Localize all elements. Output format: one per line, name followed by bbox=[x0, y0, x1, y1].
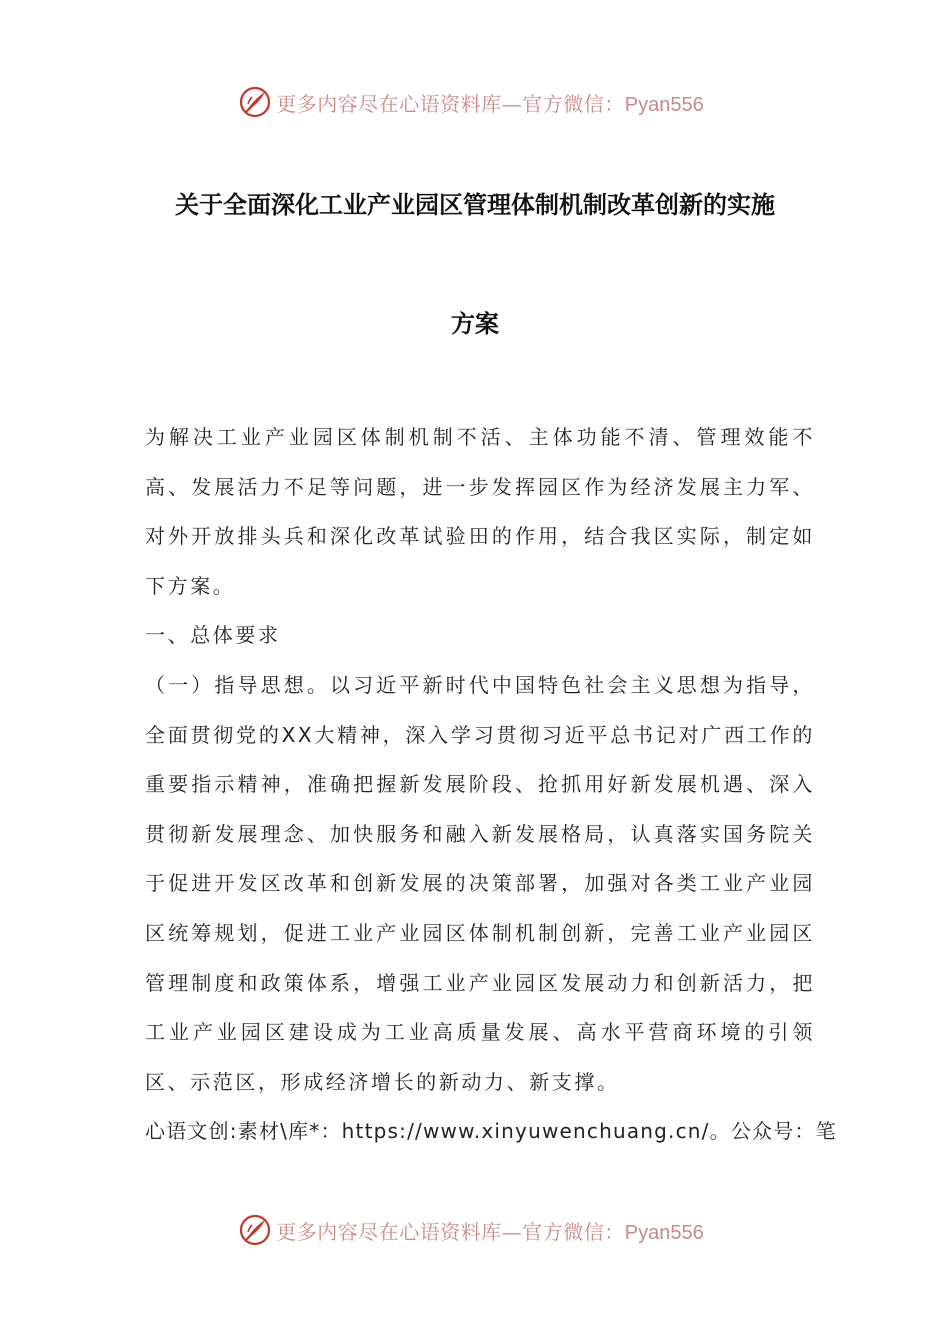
banner-text bbox=[276, 1216, 703, 1245]
header-banner bbox=[0, 82, 950, 122]
quill-pen-logo-icon bbox=[238, 1213, 272, 1247]
document-title-line1: 关于全面深化工业产业园区管理体制机制改革创新的实施 bbox=[175, 191, 775, 219]
wechat-id: Pyan556 bbox=[624, 93, 704, 116]
wechat-id: Pyan556 bbox=[624, 1221, 704, 1244]
section-heading: 一、总体要求 bbox=[145, 623, 281, 648]
banner-text bbox=[276, 88, 703, 117]
footer-banner bbox=[0, 1210, 950, 1250]
source-line: 心语文创:素材\库*：https://www.xinyuwenchuang.cn/。公众号：笔 bbox=[145, 1119, 837, 1144]
banner-label: 更多内容尽在心语资料库—官方微信： bbox=[276, 1219, 625, 1244]
guiding-thought-paragraph: （一）指导思想。以习近平新时代中国特色社会主义思想为指导，全面贯彻党的XX大精神，深入学习贯彻习近平总书记对广西工作的重要指示精神，准确把握新发展阶段、抢抓用好新发展机遇、深入贯彻新发展理念、加快服务和融入新发展格局，认真落实国务院关于促进开发区改革和创新发展的决策部署，加强对各类工业产业园区统筹规划，促进工业产业园区体制机制创新，完善工业产业园区管理制度和政策体系，增强工业产业园区发展动力和创新活力，把工业产业园区建设成为工业高质量发展、高水平营商环境的引领区、示范区，形成经济增长的新动力、新支撑。 bbox=[145, 672, 815, 1094]
banner-label: 更多内容尽在心语资料库—官方微信： bbox=[276, 91, 625, 116]
intro-paragraph: 为解决工业产业园区体制机制不活、主体功能不清、管理效能不高、发展活力不足等问题，进一步发挥园区作为经济发展主力军、对外开放排头兵和深化改革试验田的作用，结合我区实际，制定如下方案。 bbox=[145, 425, 815, 598]
quill-pen-logo-icon bbox=[238, 85, 272, 119]
document-title-line2: 方案 bbox=[451, 310, 499, 338]
document-body bbox=[145, 413, 837, 1157]
